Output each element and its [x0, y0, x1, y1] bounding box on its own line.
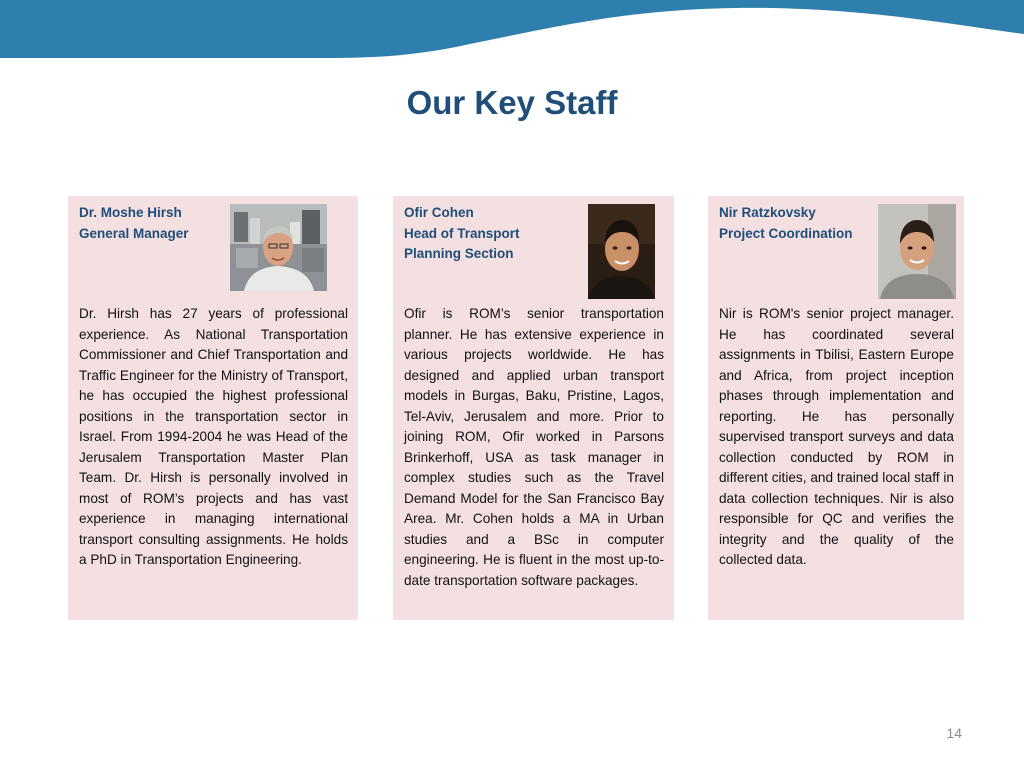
staff-card-hirsh: [68, 196, 358, 620]
staff-bio: Ofir is ROM’s senior transportation planner. He has extensive experience in various projects worldwide. He has designed and applied urban transport models in Burgas, Baku, Pristine, Lagos, Tel-Aviv, Jerusalem and more. Prior to joining ROM, Ofir worked in Parsons Brinkerhoff, USA as task manager in complex studies such as the Travel Demand Model for the San Francisco Bay Area. Mr. Cohen holds a MA in Urban studies and a BSc in computer engineering. He is fluent in the most up-to-date transportation software packages.: [404, 306, 664, 588]
staff-photo-hirsh: [230, 204, 327, 291]
page-number: 14: [946, 725, 962, 741]
staff-name: Ofir Cohen: [404, 205, 474, 220]
slide-title: Our Key Staff: [406, 84, 618, 121]
staff-name: Nir Ratzkovsky: [719, 205, 816, 220]
portrait-photo-icon: [878, 204, 956, 299]
staff-role-line: Head of Transport: [404, 225, 520, 241]
header-band: [0, 0, 1024, 64]
staff-card-cohen: [393, 196, 674, 620]
staff-name: Dr. Moshe Hirsh: [79, 205, 182, 220]
staff-role: General Manager: [79, 225, 189, 241]
staff-role: Project Coordination: [719, 225, 853, 241]
staff-card-ratzkovsky: [708, 196, 964, 620]
staff-bio: Dr. Hirsh has 27 years of professional experience. As National Transportation Commissioner and Chief Transportation and Traffic Engineer for the Ministry of Transport, he has occupied the highest professional positions in the transportation sector in Israel. From 1994-2004 he was Head of the Jerusalem Transportation Master Plan Team. Dr. Hirsh is personally involved in most of ROM’s projects and has vast experience in managing international transport consulting assignments. He holds a PhD in Transportation Engineering.: [79, 306, 348, 567]
staff-role-line: Planning Section: [404, 246, 514, 261]
staff-photo-ratzkovsky: [878, 204, 956, 299]
staff-photo-cohen: [588, 204, 655, 299]
staff-heading: [404, 203, 520, 265]
staff-heading: [719, 203, 853, 244]
staff-heading: [79, 203, 189, 244]
staff-bio: Nir is ROM's senior project manager. He has coordinated several assignments in Tbilisi, Eastern Europe and Africa, from project inception phases through implementation and reporting. He has personally supervised transport surveys and data collection conducted by ROM in different cities, and trained local staff in data collection techniques. Nir is also responsible for QC and verifies the integrity and the quality of the collected data.: [719, 306, 954, 567]
portrait-photo-icon: [230, 204, 327, 291]
portrait-photo-icon: [588, 204, 655, 299]
